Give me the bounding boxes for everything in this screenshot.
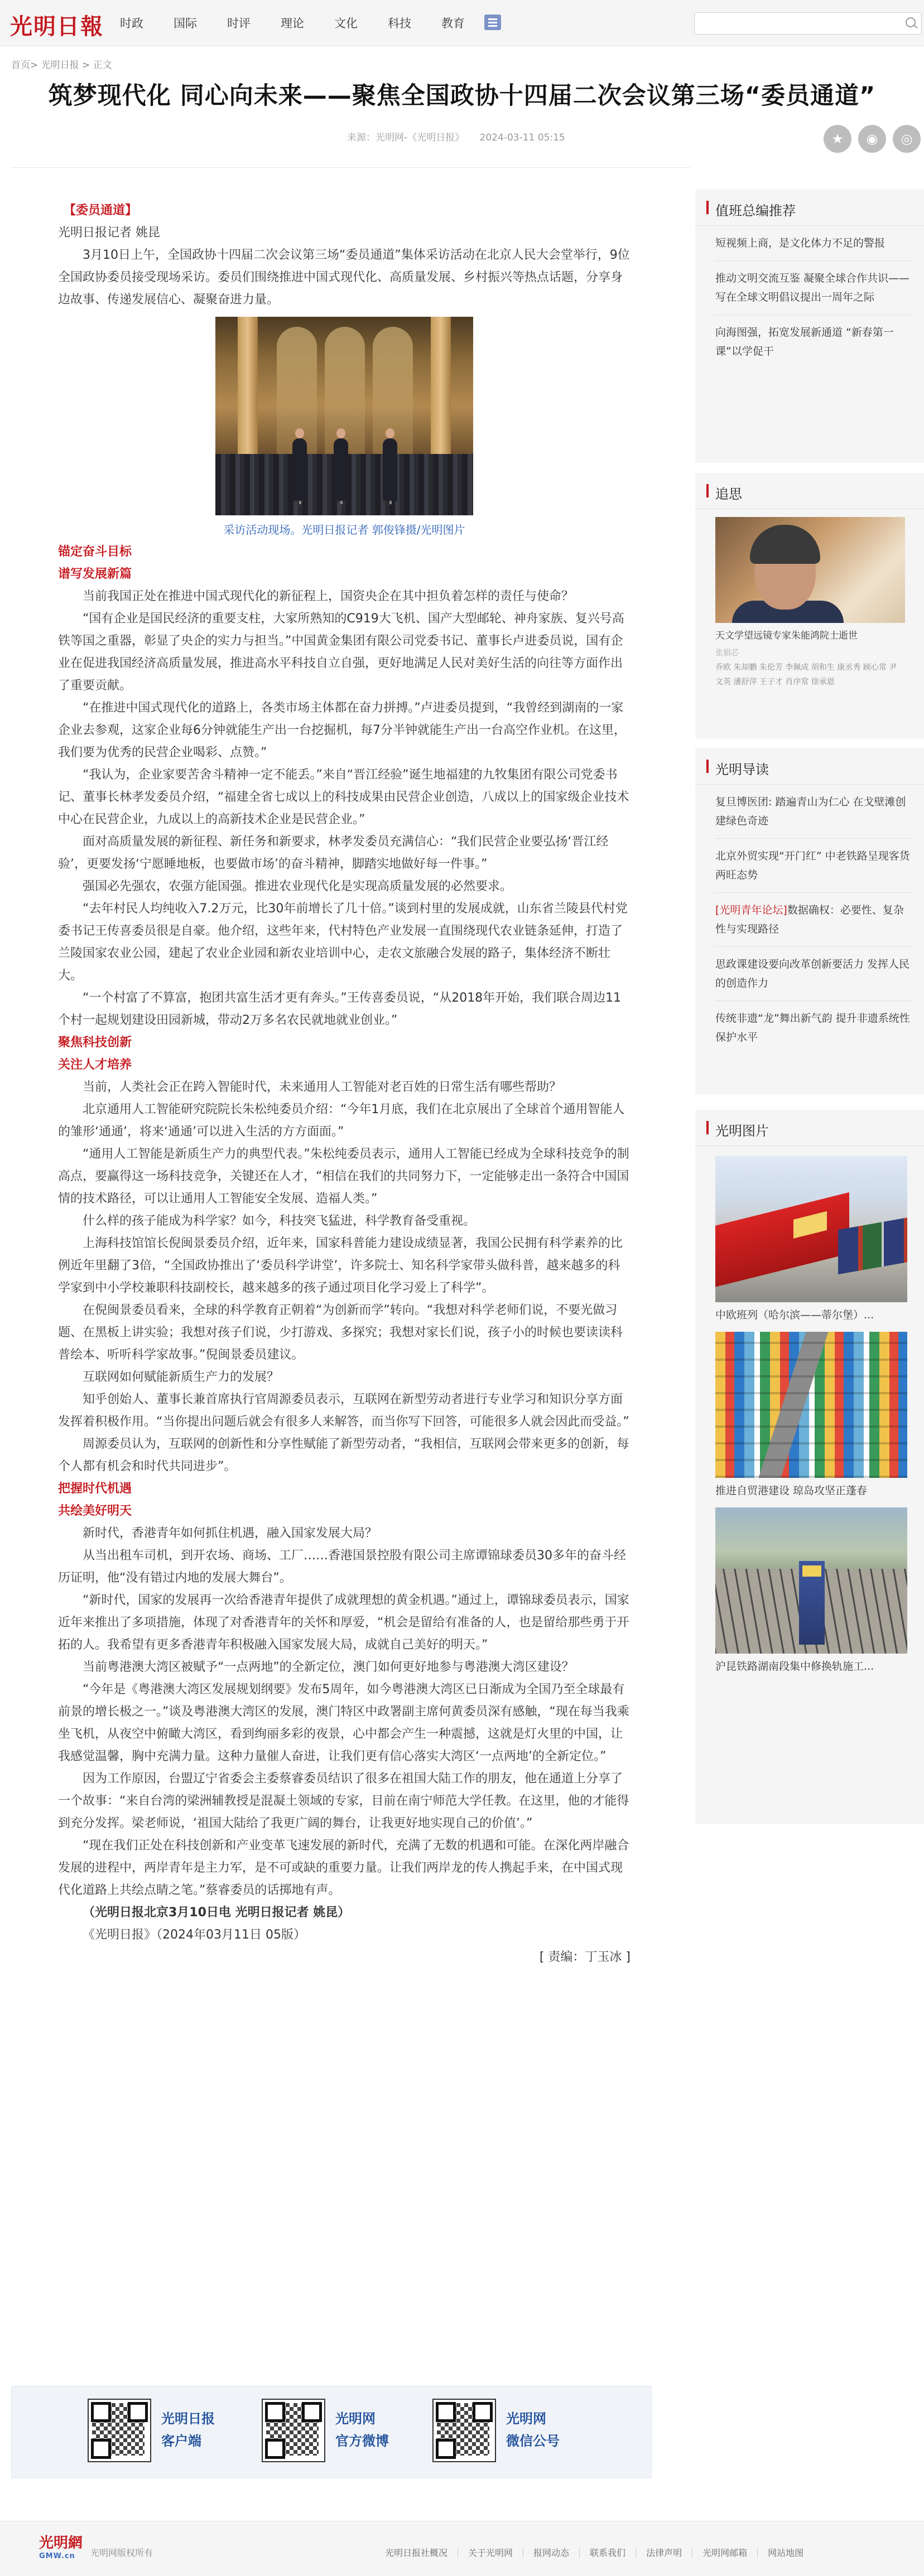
- footer-link[interactable]: 报网动态: [523, 2548, 579, 2558]
- sidebar-guide: [695, 748, 924, 1094]
- section-heading: 关注人才培养: [58, 1058, 132, 1072]
- qr-code-band: [11, 2386, 652, 2478]
- dateline: （光明日报北京3月10日电 光明日报记者 姚昆）: [83, 1906, 350, 1920]
- picture-caption[interactable]: 沪昆铁路湖南段集中修换轨施工...: [715, 1660, 874, 1673]
- top-navigation-bar: [0, 0, 924, 46]
- footer-link[interactable]: 光明日报社概况: [385, 2548, 448, 2558]
- paragraph: 北京通用人工智能研究院院长朱松纯委员介绍：“今年1月底，我们在北京展出了全球首个通用智能人的雏形‘通通’，将来‘通通’可以进入生活的方方面面。”: [58, 1103, 625, 1139]
- paragraph: 周源委员认为，互联网的创新性和分享性赋能了新型劳动者，“我相信，互联网会带来更多的创新，每个人都有机会和时代共同进步”。: [58, 1437, 629, 1473]
- sidebar-recommend: [695, 190, 924, 463]
- recommend-item[interactable]: 短视频上商，是文化体力不足的警报: [715, 226, 912, 261]
- section-heading: 聚焦科技创新: [58, 1036, 132, 1050]
- recommend-item[interactable]: 推动文明交流互鉴 凝聚全球合作共识——写在全球文明倡议提出一周年之际: [715, 261, 912, 315]
- copyright: 光明网版权所有: [90, 2548, 153, 2558]
- divider: [11, 167, 691, 168]
- nav-item-theory[interactable]: 理论: [281, 17, 304, 30]
- qr-code-icon: [88, 2399, 151, 2462]
- article-source[interactable]: 来源：光明网-《光明日报》: [347, 132, 465, 143]
- editor-credit: [ 责编：丁玉冰 ]: [539, 1950, 631, 1964]
- paragraph: 当前粤港澳大湾区被赋予“一点两地”的全新定位，澳门如何更好地参与粤港澳大湾区建设？: [83, 1660, 574, 1674]
- paragraph: 当前，人类社会正在跨入智能时代，未来通用人工智能对老百姓的日常生活有哪些帮助？: [83, 1080, 562, 1094]
- paragraph: “一个村富了不算富，抱团共富生活才更有奔头。”王传喜委员说，“从2018年开始，我们联合周边11个村一起规划建设田园新城，带动2万多名农民就地就业创业。”: [58, 991, 622, 1027]
- section-heading: 锚定奋斗目标: [58, 545, 132, 559]
- paragraph: 互联网如何赋能新质生产力的发展？: [83, 1370, 280, 1384]
- paragraph: “国有企业是国民经济的重要支柱，大家所熟知的C919大飞机、国产大型邮轮、神舟家族、复兴号高铁等国之重器，彰显了央企的实力与担当。”中国黄金集团有限公司党委书记、董事长卢进委员说，国有企业在促进我国经济高质量发展，推进高水平科技自立自强，更好地满足人民对美好生活的向往等方面作出了重要贡献。: [58, 612, 624, 693]
- favorite-icon[interactable]: ★: [824, 125, 851, 153]
- print-source: 《光明日报》（2024年03月11日 05版）: [83, 1928, 306, 1942]
- qr-app[interactable]: 光明日报 客户端: [88, 2399, 244, 2466]
- site-logo[interactable]: 光明日報: [10, 13, 104, 40]
- article-lead: 3月10日上午，全国政协十四届二次会议第三场“委员通道”集体采访活动在北京人民大会堂举行，9位全国政协委员接受现场采访。委员们围绕推进中国式现代化、高质量发展、乡村振兴等热点话题，分享身边故事、传递发展信心、凝聚奋进力量。: [58, 248, 630, 307]
- paragraph: 面对高质量发展的新征程、新任务和新要求，林孝发委员充满信心：“我们民营企业要弘扬‘晋江经验’，更要发扬‘宁愿睡地板，也要做市场’的奋斗精神，脚踏实地做好每一件事。”: [58, 835, 609, 871]
- nav-item-culture[interactable]: 文化: [334, 17, 358, 30]
- footer-link[interactable]: 光明网邮箱: [692, 2548, 757, 2558]
- paragraph: “我认为，企业家要苦舍斗精神一定不能丢。”来自“晋江经验”诞生地福建的九牧集团有限公司党委书记、董事长林孝发委员介绍，“福建全省七成以上的科技成果由民营企业创造，八成以上的国家级企业技术中心在民营企业，九成以上的高新技术企业是民营企业。”: [58, 768, 629, 827]
- sidebar-memorial: [695, 473, 924, 738]
- main-nav: [120, 15, 495, 31]
- photo-caption: 采访活动现场。光明日报记者 郭俊锋摄/光明图片: [223, 523, 465, 537]
- qr-wechat[interactable]: 光明网 微信公号: [432, 2399, 589, 2466]
- picture-train[interactable]: [715, 1156, 907, 1302]
- column-tag[interactable]: [光明青年论坛]: [715, 904, 787, 916]
- nav-item-education[interactable]: 教育: [441, 17, 465, 30]
- paragraph: 知乎创始人、董事长兼首席执行官周源委员表示，互联网在新型劳动者进行专业学习和知识分享方面发挥着积极作用。“当你提出问题后就会有很多人来解答，而当你写下回答，可能很多人就会因此而受益。”: [58, 1393, 629, 1429]
- search-input[interactable]: [694, 12, 922, 35]
- qr-code-icon: [262, 2399, 325, 2462]
- weibo-share-icon[interactable]: ◎: [893, 125, 921, 153]
- sidebar-heading: 光明导读: [695, 748, 924, 785]
- memorial-caption[interactable]: 天文学望远镜专家朱能鸿院士逝世: [715, 630, 858, 641]
- paragraph: 新时代，香港青年如何抓住机遇，融入国家发展大局？: [83, 1526, 378, 1540]
- paragraph: “去年村民人均纯收入7.2万元，比30年前增长了几十倍。”谈到村里的发展成就，山东省兰陵县代村党委书记王传喜委员很是自豪。他介绍，这些年来，代村特色产业发展一直围绕现代农业链条延伸，打造了兰陵国家农业公园，建起了农业企业园和新农业培训中心，走农文旅融合发展的路子，集体经济不断壮大。: [58, 902, 628, 983]
- paragraph: 强国必先强农，农强方能国强。推进农业现代化是实现高质量发展的必然要求。: [83, 879, 513, 893]
- section-heading: 把握时代机遇: [58, 1482, 132, 1496]
- footer-link[interactable]: 联系我们: [579, 2548, 636, 2558]
- memorial-names: 张娟芯 乔欧 朱却鹏 朱伦芳 李佩成 胡和生 康丞秀 顾心常 尹文英 潘舒萍 王子才 肖序常 徐承恩: [715, 649, 897, 687]
- article-date: 2024-03-11 05:15: [479, 132, 565, 143]
- footer-logo[interactable]: 光明網 GMW.cn: [39, 2535, 83, 2560]
- paragraph: 因为工作原因，台盟辽宁省委会主委蔡睿委员结识了很多在祖国大陆工作的朋友，他在通道上分享了一个故事：“来自台湾的梁洲辅教授是混凝土领域的专家，目前在南宁师范大学任教。在这里，他的才能得到充分发挥。梁老师说，‘祖国大陆给了我更广阔的舞台，让我更好地实现自己的价值’。”: [58, 1772, 629, 1830]
- recommend-item[interactable]: 向海图强，拓宽发展新通道 “新春第一课”以学促干: [715, 326, 894, 357]
- picture-caption[interactable]: 中欧班列（哈尔滨——蒂尔堡）...: [715, 1309, 874, 1321]
- paragraph: “在推进中国式现代化的道路上，各类市场主体都在奋力拼搏。”卢进委员提到，“我曾经到湖南的一家企业去参观，这家企业每6分钟就能生产出一台挖掘机，每7分半钟就能生产出一台高空作业机。在这里，我们要为优秀的民营企业喝彩、点赞。”: [58, 701, 626, 760]
- article-title: 筑梦现代化 同心向未来——聚焦全国政协十四届二次会议第三场“委员通道”: [48, 82, 876, 110]
- footer-links: [375, 2546, 814, 2559]
- nav-item-international[interactable]: 国际: [174, 17, 197, 30]
- article-meta: [347, 129, 578, 143]
- nav-item-commentary[interactable]: 时评: [227, 17, 251, 30]
- picture-caption[interactable]: 推进自贸港建设 琼岛攻坚正蓬春: [715, 1485, 868, 1497]
- guide-item[interactable]: 北京外贸实现“开门红” 中老铁路呈现客货两旺态势: [715, 839, 912, 893]
- menu-icon[interactable]: [484, 15, 501, 30]
- search-icon[interactable]: [906, 17, 916, 27]
- site-footer: [0, 2521, 924, 2576]
- sidebar-heading: 光明图片: [695, 1110, 924, 1146]
- picture-railway[interactable]: [715, 1507, 907, 1654]
- picture-port[interactable]: [715, 1332, 907, 1478]
- footer-link[interactable]: 网站地图: [757, 2548, 814, 2558]
- guide-item[interactable]: 思政课建设要向改革创新要活力 发挥人民的创造作力: [715, 947, 912, 1001]
- paragraph: 当前我国正处在推进中国式现代化的新征程上，国资央企在其中担负着怎样的责任与使命？: [83, 589, 574, 603]
- sidebar-heading: 值班总编推荐: [695, 190, 924, 226]
- nav-item-politics[interactable]: 时政: [120, 17, 143, 30]
- section-heading: 谱写发展新篇: [58, 567, 132, 581]
- footer-link[interactable]: 关于光明网: [458, 2548, 523, 2558]
- nav-item-technology[interactable]: 科技: [388, 17, 411, 30]
- qr-weibo[interactable]: 光明网 官方微博: [262, 2399, 418, 2466]
- paragraph: “现在我们正处在科技创新和产业变革飞速发展的新时代，充满了无数的机遇和可能。在深化两岸融合发展的进程中，两岸青年是主力军，是不可或缺的重要力量。让我们两岸龙的传人携起手来，在中国式现代化道路上共绘点睛之笔。”蔡睿委员的话掷地有声。: [58, 1839, 629, 1897]
- sidebar-pictures: [695, 1110, 924, 1824]
- footer-link[interactable]: 法律声明: [636, 2548, 692, 2558]
- sidebar-heading: 追思: [695, 473, 924, 509]
- guide-item[interactable]: [光明青年论坛]数据确权：必要性、复杂性与实现路径: [715, 893, 912, 947]
- paragraph: “通用人工智能是新质生产力的典型代表。”朱松纯委员表示，通用人工智能已经成为全球科技竞争的制高点，要赢得这一场科技竞争，关键还在人才，“相信在我们的共同努力下，一定能够走出一条符合中国国情的技术路径，可以让通用人工智能安全发展、造福人类。”: [58, 1147, 629, 1206]
- guide-item[interactable]: 复旦博医团: 踏遍青山为仁心 在戈壁滩创建绿色奇迹: [715, 785, 912, 839]
- section-heading: 共绘美好明天: [58, 1504, 132, 1518]
- paragraph: 上海科技馆馆长倪闽景委员介绍，近年来，国家科普能力建设成绩显著，我国公民拥有科学素养的比例近年里翻了3倍，“全国政协推出了‘委员科学讲堂’，许多院士、知名科学家带头做科普，越来越多的科学家到中小学校兼职科技副校长，越来越多的孩子通过项目化学习爱上了科学”。: [58, 1236, 623, 1295]
- paragraph: “今年是《粤港澳大湾区发展规划纲要》发布5周年，如今粤港澳大湾区已日渐成为全国乃至全球最有前景的增长极之一。”谈及粤港澳大湾区的发展，澳门特区中政署副主席何黄委员深有感触，“现在每当我乘坐飞机，从夜空中俯瞰大湾区，看到绚丽多彩的夜景，心中都会产生一种震撼，这就是灯火里的中国，让我感觉温馨，胸中充满力量。这种力量催人奋进，让我们更有信心落实大湾区‘一点两地’的全新定位。”: [58, 1683, 629, 1763]
- article-body: [58, 200, 631, 1969]
- breadcrumb[interactable]: 首页> 光明日报 > 正文: [11, 60, 112, 71]
- paragraph: 什么样的孩子能成为科学家？如今，科技突飞猛进，科学教育备受重视。: [83, 1214, 476, 1228]
- article-photo: [215, 317, 473, 515]
- paragraph: 在倪闽景委员看来，全球的科学教育正朝着“为创新而学”转向。“我想对科学老师们说，不要光做习题、在黑板上讲实验；我想对孩子们说，少打游戏、多探究；我想对家长们说，孩子小的时候也要读读科普绘本、听听科学家故事。”倪闽景委员建议。: [58, 1303, 623, 1362]
- qr-code-icon: [432, 2399, 496, 2462]
- article-tag: 【委员通道】: [64, 204, 138, 218]
- paragraph: 从当出租车司机，到开农场、商场、工厂……香港国景控股有限公司主席谭锦球委员30多年的奋斗经历证明，他“没有错过内地的发展大舞台”。: [58, 1549, 626, 1585]
- article-reporter: 光明日报记者 姚昆: [58, 226, 160, 240]
- paragraph: “新时代，国家的发展再一次给香港青年提供了成就理想的黄金机遇。”通过上，谭锦球委员表示，国家近年来推出了多项措施，体现了对香港青年的关怀和厚爱，“机会是留给有准备的人，也是留给那些勇于开拓的人。我希望有更多香港青年积极融入国家发展大局，成就自己美好的明天。”: [58, 1593, 629, 1652]
- memorial-photo[interactable]: [715, 517, 905, 623]
- wechat-share-icon[interactable]: ◉: [858, 125, 886, 153]
- guide-item[interactable]: 传统非遗“龙”舞出新气韵 提升非遗系统性保护水平: [715, 1012, 910, 1043]
